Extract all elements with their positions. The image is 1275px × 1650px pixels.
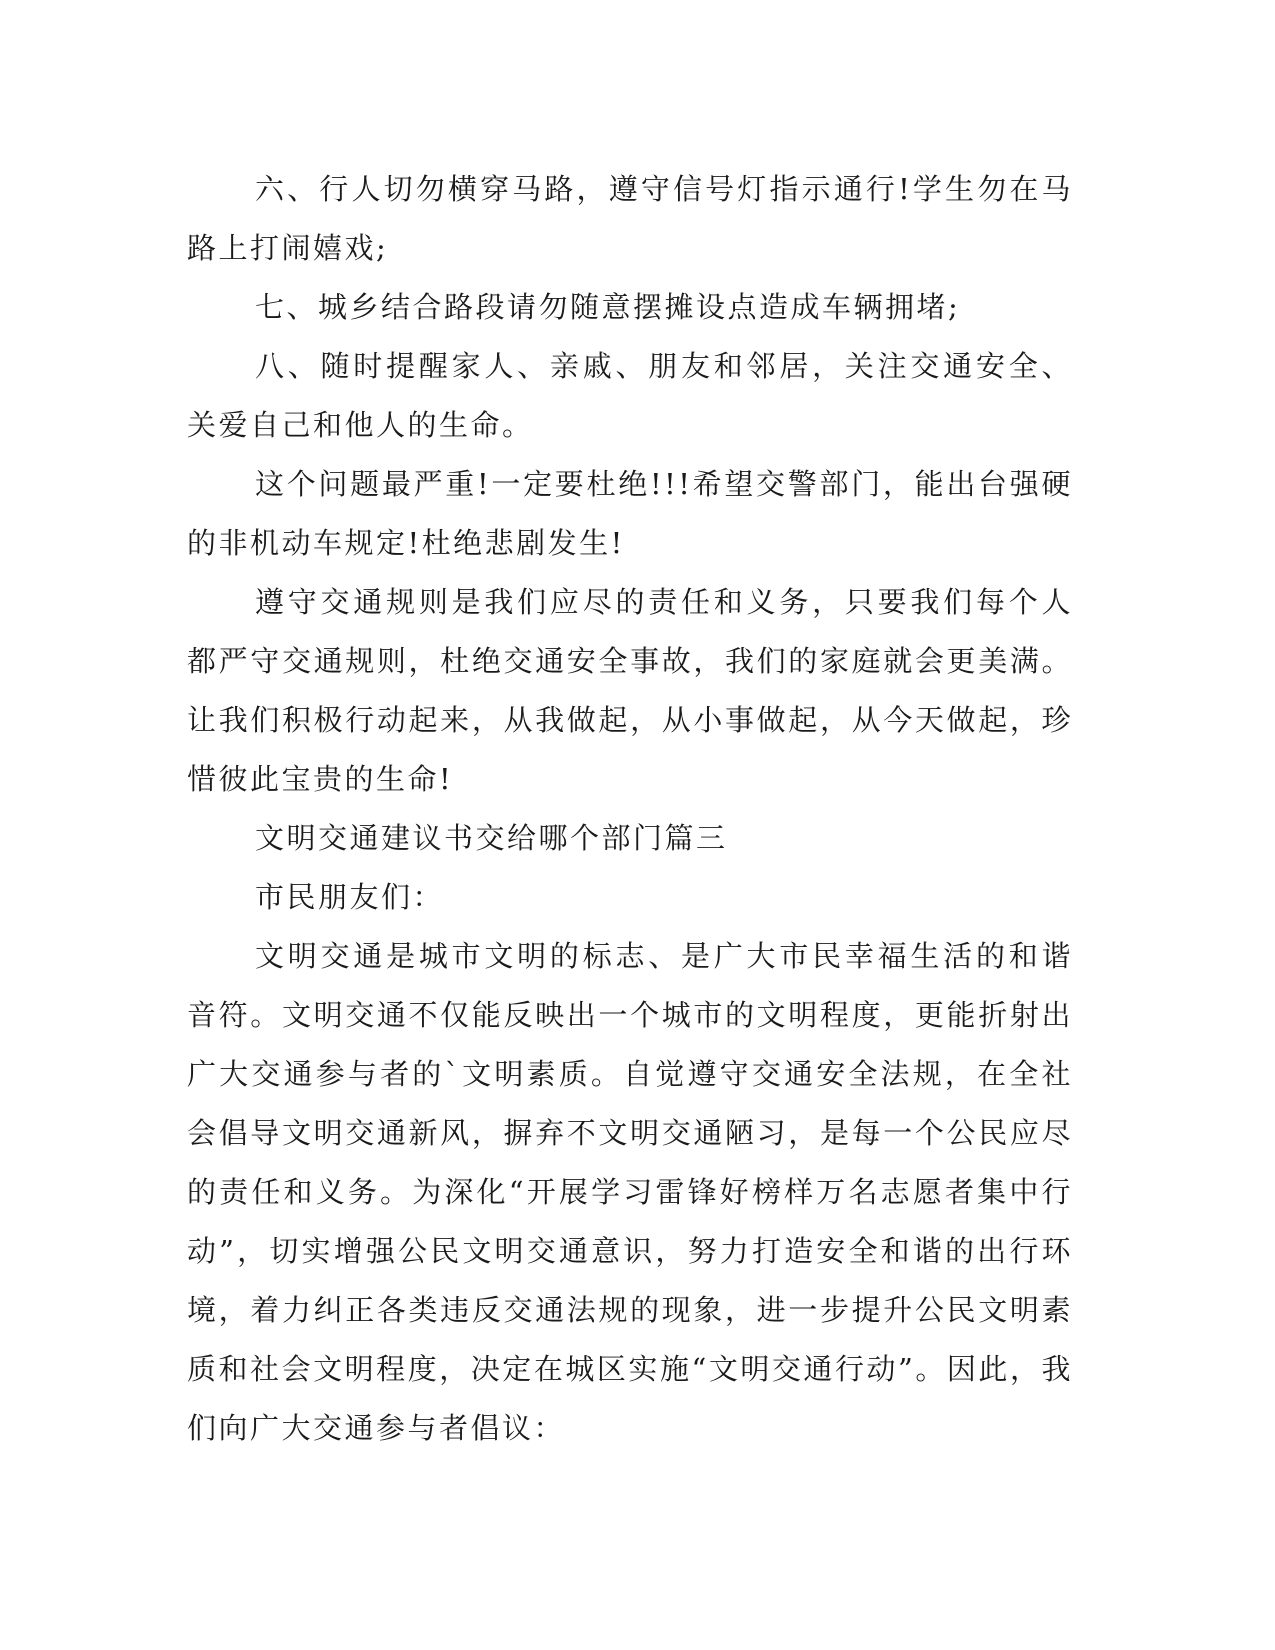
section-heading: 文明交通建议书交给哪个部门篇三 (255, 821, 728, 855)
paragraph-emphasis: 这个问题最严重!一定要杜绝!!!希望交警部门，能出台强硬的非机动车规定!杜绝悲剧发生! (187, 467, 1073, 560)
paragraph-intro: 文明交通是城市文明的标志、是广大市民幸福生活的和谐音符。文明交通不仅能反映出一个城市的文明程度，更能折射出广大交通参与者的`文明素质。自觉遵守交通安全法规，在全社会倡导文明交通新风，摒弃不文明交通陋习，是每一个公民应尽的责任和义务。为深化“开展学习雷锋好榜样万名志愿者集中行动”，切实增强公民文明交通意识，努力打造安全和谐的出行环境，着力纠正各类违反交通法规的现象，进一步提升公民文明素质和社会文明程度，决定在城区实施“文明交通行动”。因此，我们向广大交通参与者倡议： (187, 939, 1073, 1445)
document-body (187, 160, 1073, 1458)
paragraph-item-six: 六、行人切勿横穿马路，遵守信号灯指示通行!学生勿在马路上打闹嬉戏; (187, 172, 1073, 265)
paragraph-closing: 遵守交通规则是我们应尽的责任和义务，只要我们每个人都严守交通规则，杜绝交通安全事故，我们的家庭就会更美满。让我们积极行动起来，从我做起，从小事做起，从今天做起，珍惜彼此宝贵的生命! (187, 585, 1073, 796)
paragraph-item-eight: 八、随时提醒家人、亲戚、朋友和邻居，关注交通安全、关爱自己和他人的生命。 (187, 349, 1073, 442)
paragraph-item-seven: 七、城乡结合路段请勿随意摆摊设点造成车辆拥堵; (255, 290, 961, 324)
salutation: 市民朋友们： (255, 880, 445, 914)
